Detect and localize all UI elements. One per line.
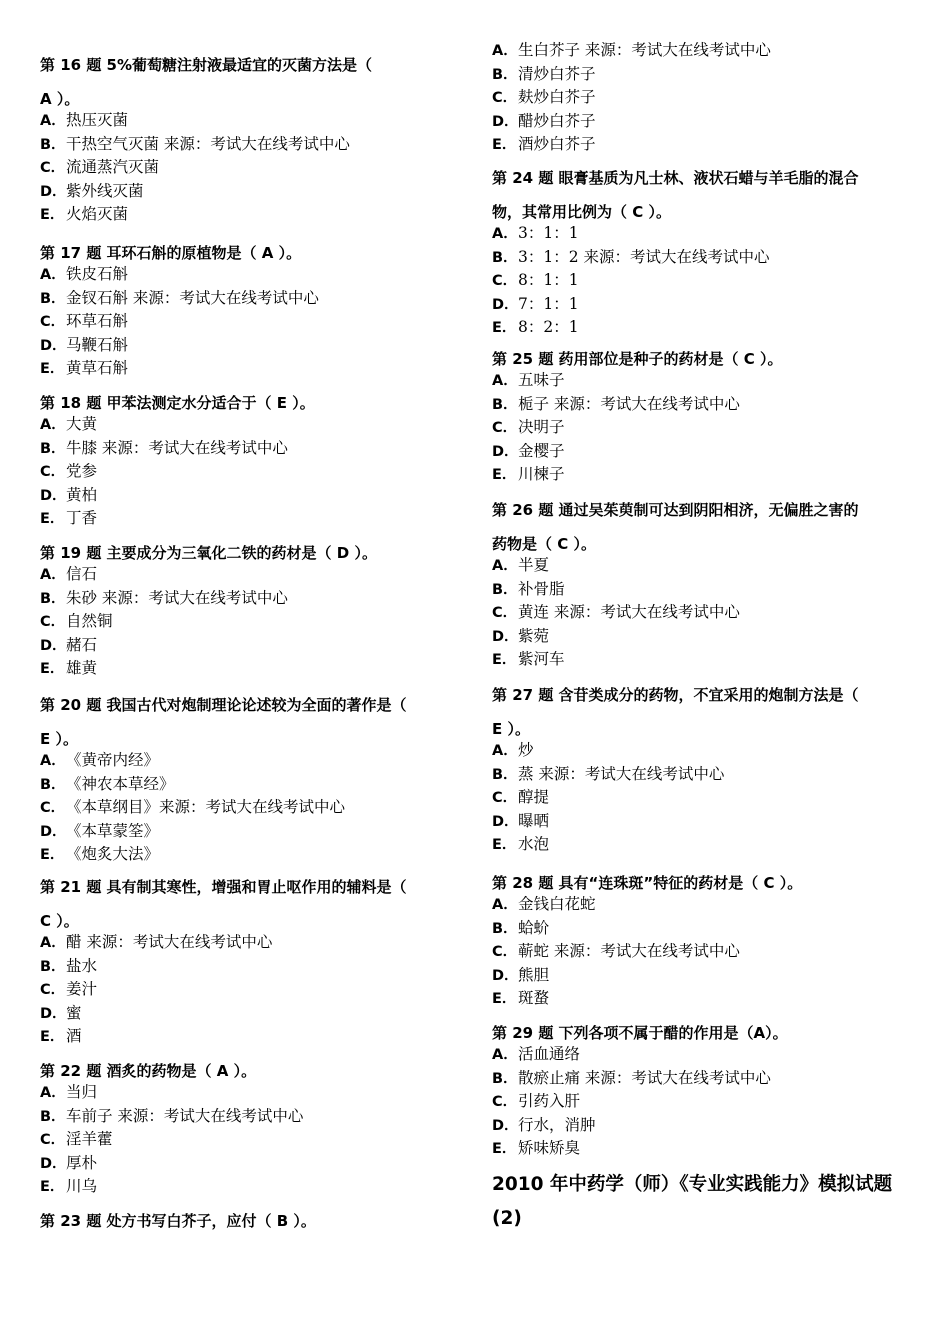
option-d: D．金樱子 — [492, 442, 565, 460]
option-letter: B． — [40, 591, 66, 607]
option-letter: A． — [492, 558, 518, 574]
option-a: A．铁皮石斛 — [40, 265, 129, 283]
option-c: C．自然铜 — [40, 612, 113, 630]
option-letter: D． — [40, 488, 67, 504]
option-letter: C． — [40, 982, 66, 998]
question-title: 第 17 题 耳环石斛的原植物是（ A ）。 — [40, 244, 302, 262]
option-letter: D． — [40, 824, 67, 840]
option-a: A．信石 — [40, 565, 98, 583]
option-letter: B． — [492, 1071, 518, 1087]
option-b: B．栀子 来源：考试大在线考试中心 — [492, 395, 740, 413]
option-letter: B． — [492, 250, 518, 266]
option-e: E． 斑蝥 — [492, 989, 550, 1007]
option-letter: E． — [40, 661, 65, 677]
option-c: C．醇提 — [492, 788, 550, 806]
option-e: E． 紫河车 — [492, 650, 565, 668]
question-title: 第 25 题 药用部位是种子的药材是（ C ）。 — [492, 350, 783, 368]
option-b: B．补骨脂 — [492, 580, 565, 598]
option-b: B．干热空气灭菌 来源：考试大在线考试中心 — [40, 135, 350, 153]
option-letter: C． — [492, 605, 518, 621]
document-title-line-1: 2010 年中药学（师）《专业实践能力》模拟试题 — [492, 1174, 893, 1195]
option-letter: E． — [40, 361, 65, 377]
option-a: A．《黄帝内经》 — [40, 751, 160, 769]
option-d: D．厚朴 — [40, 1154, 98, 1172]
option-d: D．7：1：1 — [492, 295, 579, 313]
question-title: 第 20 题 我国古代对炮制理论论述较为全面的著作是（ — [40, 696, 407, 714]
option-d: D．紫外线灭菌 — [40, 182, 144, 200]
option-letter: E． — [492, 320, 517, 336]
option-letter: B． — [40, 441, 66, 457]
option-letter: B． — [492, 767, 518, 783]
question-title: E ）。 — [40, 730, 78, 748]
option-d: D．熊胆 — [492, 966, 550, 984]
question-title: 第 21 题 具有制其寒性，增强和胃止呕作用的辅料是（ — [40, 878, 407, 896]
option-letter: C． — [40, 160, 66, 176]
option-letter: D． — [40, 184, 67, 200]
option-b: B．散瘀止痛 来源：考试大在线考试中心 — [492, 1069, 771, 1087]
option-c: C．流通蒸汽灭菌 — [40, 158, 160, 176]
option-letter: B． — [40, 959, 66, 975]
option-b: B．牛膝 来源：考试大在线考试中心 — [40, 439, 288, 457]
option-d: D．醋炒白芥子 — [492, 112, 596, 130]
option-letter: B． — [40, 777, 66, 793]
option-letter: D． — [492, 1118, 519, 1134]
option-c: C．蕲蛇 来源：考试大在线考试中心 — [492, 942, 740, 960]
option-letter: A． — [40, 113, 66, 129]
option-letter: C． — [40, 314, 66, 330]
option-letter: D． — [492, 814, 519, 830]
option-e: E． 火焰灭菌 — [40, 205, 129, 223]
question-title: 药物是（ C ）。 — [492, 535, 596, 553]
option-c: C．8：1：1 — [492, 271, 579, 289]
option-letter: A． — [40, 267, 66, 283]
option-letter: D． — [492, 297, 519, 313]
option-b: B．《神农本草经》 — [40, 775, 175, 793]
option-letter: D． — [40, 638, 67, 654]
option-letter: A． — [40, 567, 66, 583]
option-e: E． 《炮炙大法》 — [40, 845, 160, 863]
option-a: A．生白芥子 来源：考试大在线考试中心 — [492, 41, 771, 59]
question-title: 第 26 题 通过吴茱萸制可达到阴阳相济，无偏胜之害的 — [492, 501, 859, 519]
option-letter: E． — [492, 137, 517, 153]
option-d: D．赭石 — [40, 636, 98, 654]
option-letter: B． — [492, 397, 518, 413]
option-letter: A． — [40, 753, 66, 769]
option-d: D．蜜 — [40, 1004, 82, 1022]
option-letter: D． — [40, 1156, 67, 1172]
option-a: A．五味子 — [492, 371, 565, 389]
option-b: B．朱砂 来源：考试大在线考试中心 — [40, 589, 288, 607]
option-letter: A． — [40, 935, 66, 951]
question-title: 第 24 题 眼膏基质为凡士林、液状石蜡与羊毛脂的混合 — [492, 169, 859, 187]
option-a: A．3：1：1 — [492, 224, 579, 242]
option-letter: E． — [40, 511, 65, 527]
question-title: A ）。 — [40, 90, 80, 108]
option-letter: C． — [40, 614, 66, 630]
option-c: C．《本草纲目》来源：考试大在线考试中心 — [40, 798, 346, 816]
option-letter: D． — [492, 114, 519, 130]
option-letter: B． — [492, 921, 518, 937]
option-a: A．大黄 — [40, 415, 98, 433]
option-letter: E． — [492, 652, 517, 668]
option-e: E． 酒炒白芥子 — [492, 135, 596, 153]
option-letter: A． — [492, 897, 518, 913]
option-d: D．行水，消肿 — [492, 1116, 596, 1134]
option-letter: E． — [492, 1141, 517, 1157]
option-letter: C． — [492, 1094, 518, 1110]
option-letter: C． — [492, 944, 518, 960]
option-e: E． 川乌 — [40, 1177, 98, 1195]
option-d: D．紫菀 — [492, 627, 550, 645]
option-letter: D． — [492, 444, 519, 460]
option-b: B．车前子 来源：考试大在线考试中心 — [40, 1107, 304, 1125]
option-b: B．盐水 — [40, 957, 98, 975]
option-a: A．金钱白花蛇 — [492, 895, 596, 913]
option-a: A．当归 — [40, 1083, 98, 1101]
option-letter: E． — [40, 847, 65, 863]
question-title: E ）。 — [492, 720, 530, 738]
option-e: E． 丁香 — [40, 509, 98, 527]
option-b: B．蒸 来源：考试大在线考试中心 — [492, 765, 725, 783]
option-e: E． 酒 — [40, 1027, 82, 1045]
option-a: A．活血通络 — [492, 1045, 581, 1063]
option-letter: E． — [492, 467, 517, 483]
option-e: E． 川楝子 — [492, 465, 565, 483]
question-title: C ）。 — [40, 912, 79, 930]
option-letter: E． — [40, 1179, 65, 1195]
option-letter: C． — [492, 273, 518, 289]
option-c: C．黄连 来源：考试大在线考试中心 — [492, 603, 740, 621]
option-c: C．决明子 — [492, 418, 565, 436]
option-a: A．醋 来源：考试大在线考试中心 — [40, 933, 273, 951]
option-b: B．金钗石斛 来源：考试大在线考试中心 — [40, 289, 319, 307]
question-title: 第 29 题 下列各项不属于醋的作用是（A）。 — [492, 1024, 788, 1042]
option-e: E． 黄草石斛 — [40, 359, 129, 377]
option-letter: B． — [40, 291, 66, 307]
option-letter: E． — [492, 837, 517, 853]
option-letter: A． — [492, 226, 518, 242]
option-letter: A． — [492, 743, 518, 759]
option-e: E． 雄黄 — [40, 659, 98, 677]
option-c: C．引药入肝 — [492, 1092, 581, 1110]
option-letter: A． — [40, 1085, 66, 1101]
option-letter: D． — [492, 629, 519, 645]
option-letter: E． — [492, 991, 517, 1007]
option-letter: A． — [40, 417, 66, 433]
option-b: B．蛤蚧 — [492, 919, 550, 937]
option-d: D．马鞭石斛 — [40, 336, 129, 354]
option-letter: C． — [40, 1132, 66, 1148]
option-a: A．热压灭菌 — [40, 111, 129, 129]
option-letter: C． — [492, 90, 518, 106]
option-d: D．曝晒 — [492, 812, 550, 830]
question-title: 第 22 题 酒炙的药物是（ A ）。 — [40, 1062, 257, 1080]
question-title: 第 16 题 5%葡萄糖注射液最适宜的灭菌方法是（ — [40, 56, 373, 74]
option-letter: A． — [492, 373, 518, 389]
option-e: E． 矫味矫臭 — [492, 1139, 581, 1157]
option-letter: B． — [492, 67, 518, 83]
option-d: D．《本草蒙筌》 — [40, 822, 160, 840]
option-a: A．半夏 — [492, 556, 550, 574]
option-a: A．炒 — [492, 741, 534, 759]
option-c: C．麸炒白芥子 — [492, 88, 596, 106]
option-c: C．淫羊藿 — [40, 1130, 113, 1148]
option-letter: D． — [40, 1006, 67, 1022]
document-title-line-2: (2) — [492, 1208, 522, 1229]
option-letter: A． — [492, 43, 518, 59]
option-letter: C． — [492, 420, 518, 436]
option-letter: A． — [492, 1047, 518, 1063]
question-title: 第 27 题 含苷类成分的药物，不宜采用的炮制方法是（ — [492, 686, 859, 704]
option-b: B．清炒白芥子 — [492, 65, 596, 83]
option-b: B．3：1：2 来源：考试大在线考试中心 — [492, 248, 770, 266]
option-letter: B． — [492, 582, 518, 598]
question-title: 第 19 题 主要成分为三氧化二铁的药材是（ D ）。 — [40, 544, 377, 562]
option-letter: D． — [492, 968, 519, 984]
option-e: E． 水泡 — [492, 835, 550, 853]
question-title: 第 28 题 具有“连珠斑”特征的药材是（ C ）。 — [492, 874, 803, 892]
question-title: 第 18 题 甲苯法测定水分适合于（ E ）。 — [40, 394, 315, 412]
option-letter: E． — [40, 207, 65, 223]
option-d: D．黄柏 — [40, 486, 98, 504]
question-title: 物，其常用比例为（ C ）。 — [492, 203, 671, 221]
option-c: C．姜汁 — [40, 980, 98, 998]
option-c: C．党参 — [40, 462, 98, 480]
option-letter: B． — [40, 1109, 66, 1125]
option-letter: D． — [40, 338, 67, 354]
option-letter: C． — [492, 790, 518, 806]
option-letter: C． — [40, 464, 66, 480]
option-letter: B． — [40, 137, 66, 153]
option-e: E． 8：2：1 — [492, 318, 579, 336]
option-c: C．环草石斛 — [40, 312, 129, 330]
option-letter: E． — [40, 1029, 65, 1045]
option-letter: C． — [40, 800, 66, 816]
question-title: 第 23 题 处方书写白芥子，应付（ B ）。 — [40, 1212, 316, 1230]
